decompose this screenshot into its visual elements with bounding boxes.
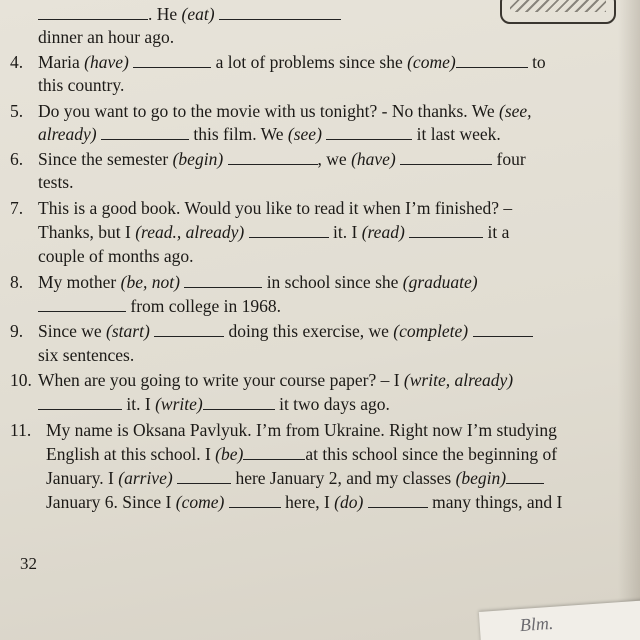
verb-hint: (graduate) xyxy=(402,272,478,292)
exercise-number: 4. xyxy=(10,52,24,72)
verb-hint: (come) xyxy=(175,492,225,512)
exercise-10-line-2: it. I (write) it two days ago. xyxy=(38,394,390,414)
exercise-3-line-1: . He (eat) xyxy=(38,4,341,24)
page-gutter-shadow xyxy=(618,0,640,640)
exercise-4-line-2: this country. xyxy=(38,75,125,95)
exercise-number: 5. xyxy=(10,101,24,121)
verb-hint: (read) xyxy=(361,222,405,242)
answer-blank[interactable] xyxy=(154,322,224,337)
verb-hint: (write) xyxy=(155,394,203,414)
answer-blank[interactable] xyxy=(326,125,412,140)
answer-blank[interactable] xyxy=(38,395,122,410)
answer-blank[interactable] xyxy=(409,223,483,238)
exercise-8-line-1: My mother (be, not) in school since she (graduate) xyxy=(38,272,478,292)
exercise-10-line-1: When are you going to write your course paper? – I (write, already) xyxy=(38,370,514,390)
verb-hint: (have) xyxy=(84,52,129,72)
exercise-9-line-1: Since we (start) doing this exercise, we (complete) xyxy=(38,321,533,341)
verb-hint: (read., already) xyxy=(135,222,245,242)
doodle-sketch xyxy=(500,0,616,24)
exercise-11-line-4: January 6. Since I (come) here, I (do) many things, and I xyxy=(46,492,563,512)
answer-blank[interactable] xyxy=(228,150,318,165)
exercise-8-line-2: from college in 1968. xyxy=(38,296,281,316)
exercise-number: 9. xyxy=(10,321,24,341)
answer-blank[interactable] xyxy=(184,273,262,288)
verb-hint: (write, already) xyxy=(403,370,514,390)
verb-hint: (begin) xyxy=(172,149,224,169)
verb-hint: (see) xyxy=(287,124,322,144)
verb-hint: (come) xyxy=(407,52,456,72)
verb-hint: (eat) xyxy=(181,4,215,24)
answer-blank[interactable] xyxy=(38,5,148,20)
verb-hint: already) xyxy=(38,124,97,144)
exercise-number: 7. xyxy=(10,198,24,218)
exercise-9-line-2: six sentences. xyxy=(38,345,135,365)
answer-blank[interactable] xyxy=(229,493,281,508)
exercise-5-line-1: Do you want to go to the movie with us tonight? - No thanks. We (see, xyxy=(38,101,532,121)
exercise-11-line-1: My name is Oksana Pavlyuk. I’m from Ukraine. Right now I’m studying xyxy=(46,420,557,440)
answer-blank[interactable] xyxy=(249,223,329,238)
verb-hint: (be) xyxy=(215,444,244,464)
exercise-7-line-2: Thanks, but I (read., already) it. I (read) it a xyxy=(38,222,510,242)
verb-hint: (do) xyxy=(334,492,364,512)
verb-hint: (begin) xyxy=(455,468,507,488)
answer-blank[interactable] xyxy=(219,5,341,20)
answer-blank[interactable] xyxy=(203,395,275,410)
answer-blank[interactable] xyxy=(368,493,428,508)
exercise-5-line-2: already) this film. We (see) it last week. xyxy=(38,124,501,144)
exercise-number: 10. xyxy=(10,370,32,390)
verb-hint: (arrive) xyxy=(118,468,173,488)
exercise-3-line-2: dinner an hour ago. xyxy=(38,27,175,47)
exercise-number: 6. xyxy=(10,149,24,169)
answer-blank[interactable] xyxy=(243,445,305,460)
paper-scrap xyxy=(479,600,640,640)
verb-hint: (have) xyxy=(351,149,396,169)
answer-blank[interactable] xyxy=(38,297,126,312)
exercise-4-line-1: Maria (have) a lot of problems since she (come) to xyxy=(38,52,546,72)
exercise-11-line-3: January. I (arrive) here January 2, and my classes (begin) xyxy=(46,468,544,488)
answer-blank[interactable] xyxy=(473,322,533,337)
answer-blank[interactable] xyxy=(133,53,211,68)
answer-blank[interactable] xyxy=(456,53,528,68)
answer-blank[interactable] xyxy=(400,150,492,165)
exercise-6-line-1: Since the semester (begin) , we (have) four xyxy=(38,149,526,169)
verb-hint: (complete) xyxy=(393,321,469,341)
exercise-number: 11. xyxy=(10,420,32,440)
exercise-11-line-2: English at this school. I (be) at this school since the beginning of xyxy=(46,444,558,464)
scrap-handwriting: Blm. xyxy=(519,612,554,636)
exercise-number: 8. xyxy=(10,272,24,292)
answer-blank[interactable] xyxy=(506,469,544,484)
exercise-6-line-2: tests. xyxy=(38,172,74,192)
verb-hint: (start) xyxy=(106,321,150,341)
verb-hint: (be, not) xyxy=(120,272,180,292)
exercise-7-line-1: This is a good book. Would you like to read it when I’m finished? – xyxy=(38,198,513,218)
verb-hint: (see, xyxy=(499,101,532,121)
page-number: 32 xyxy=(20,554,37,573)
answer-blank[interactable] xyxy=(101,125,189,140)
answer-blank[interactable] xyxy=(177,469,231,484)
exercise-7-line-3: couple of months ago. xyxy=(38,246,194,266)
